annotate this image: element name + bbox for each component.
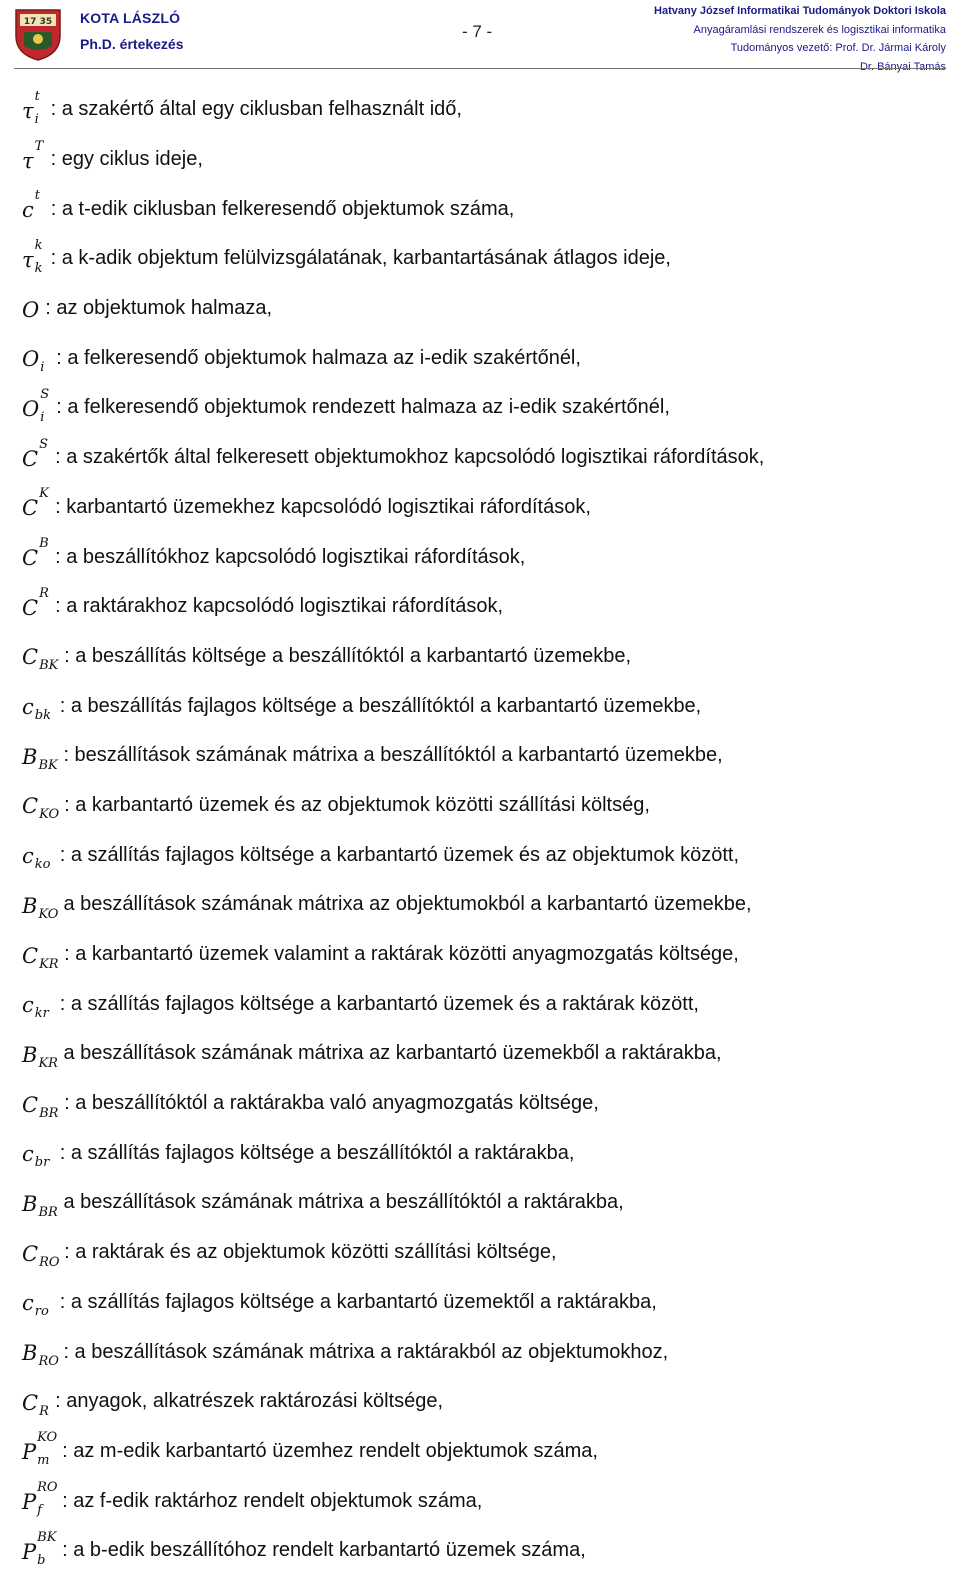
supervisor-line: Tudományos vezető: Prof. Dr. Jármai Károly (730, 42, 946, 54)
definition-text: : beszállítások számának mátrixa a beszállítóktól a karbantartó üzemekbe, (63, 744, 723, 767)
author-name: KOTA LÁSZLÓ (80, 10, 181, 26)
symbol-subscript: BK (38, 757, 58, 773)
definition-symbol (22, 1529, 57, 1568)
symbol-base: B (22, 1191, 38, 1216)
definition-item (22, 184, 952, 234)
symbol-subscript: KR (38, 1055, 58, 1071)
symbol-base: τ (22, 98, 34, 123)
definition-item (22, 85, 952, 135)
definition-text: : az objektumok halmaza, (45, 297, 272, 320)
symbol-base: P (22, 1440, 37, 1465)
definition-text: : anyagok, alkatrészek raktározási költsége, (55, 1390, 444, 1413)
definition-item (22, 979, 952, 1029)
definition-item (22, 632, 952, 682)
degree-label: Ph.D. értekezés (80, 36, 184, 52)
definition-item (22, 1228, 952, 1278)
symbol-base: C (22, 645, 39, 670)
symbol-subscript: RO (39, 1254, 60, 1270)
definition-item (22, 135, 952, 185)
symbol-base: c (22, 844, 34, 869)
symbol-subscript: br (34, 1155, 50, 1171)
definition-symbol (22, 1430, 58, 1469)
definition-symbol (22, 237, 45, 276)
symbol-base: O (22, 396, 40, 421)
symbol-superscript: k (34, 237, 43, 253)
symbol-base: C (22, 943, 39, 968)
definition-text: : a szakértő által egy ciklusban felhasznált idő, (50, 98, 462, 121)
definition-text: : a raktárak és az objektumok közötti szállítási költsége, (64, 1241, 557, 1264)
symbol-base: B (22, 1341, 38, 1366)
symbol-superscript: t (34, 188, 40, 204)
symbol-subscript: ro (34, 1304, 49, 1320)
symbol-subscript: i (40, 409, 45, 425)
definition-symbol (22, 1389, 49, 1419)
definition-text: a beszállítások számának mátrixa a beszállítóktól a raktárakba, (63, 1191, 624, 1214)
symbol-subscript: i (34, 111, 39, 127)
definition-symbol (22, 536, 49, 571)
definition-item (22, 1476, 952, 1526)
symbol-superscript: B (39, 536, 49, 552)
definition-item (22, 333, 952, 383)
symbol-subscript: BR (38, 1204, 58, 1220)
symbol-base: B (22, 1042, 38, 1067)
symbol-base: c (22, 695, 34, 720)
symbol-superscript: R (39, 585, 49, 601)
definition-item (22, 830, 952, 880)
definition-symbol (22, 188, 45, 223)
definition-symbol (22, 1140, 54, 1171)
symbol-base: C (22, 1241, 39, 1266)
definition-symbol (22, 1289, 54, 1320)
definition-symbol (22, 643, 59, 674)
definition-symbol (22, 942, 59, 972)
definition-text: : az f-edik raktárhoz rendelt objektumok száma, (62, 1489, 483, 1512)
definition-list (22, 85, 952, 1576)
definition-symbol (22, 1041, 58, 1071)
definition-text: : a felkeresendő objektumok rendezett halmaza az i-edik szakértőnél, (56, 396, 670, 419)
symbol-base: B (22, 893, 38, 918)
symbol-base: O (22, 347, 40, 372)
definition-symbol (22, 1480, 58, 1519)
definition-text: : karbantartó üzemekhez kapcsolódó logisztikai ráfordítások, (55, 495, 591, 518)
symbol-superscript: S (39, 436, 48, 452)
symbol-subscript: kr (34, 1006, 49, 1022)
definition-item (22, 681, 952, 731)
symbol-superscript: T (34, 138, 44, 154)
program-name: Anyagáramlási rendszerek és logisztikai informatika (693, 23, 946, 36)
symbol-base: C (22, 546, 39, 571)
symbol-subscript: KR (39, 956, 59, 972)
symbol-subscript: ko (34, 857, 51, 873)
symbol-base: C (22, 595, 39, 620)
symbol-base: c (22, 1142, 34, 1167)
definition-text: : a t-edik ciklusban felkeresendő objektumok száma, (50, 197, 515, 220)
institute-name: Hatvany József Informatikai Tudományok Doktori Iskola (654, 5, 946, 17)
symbol-superscript: t (34, 88, 40, 104)
definition-symbol (22, 991, 54, 1022)
symbol-base: C (22, 446, 39, 471)
definition-item (22, 1278, 952, 1328)
symbol-subscript: bk (34, 708, 51, 724)
definition-text: : a szállítás fajlagos költsége a karbantartó üzemek és az objektumok között, (59, 843, 740, 866)
definition-item (22, 930, 952, 980)
definition-symbol (22, 743, 58, 773)
symbol-base: c (22, 1291, 34, 1316)
definition-symbol (22, 842, 54, 873)
definition-item (22, 1377, 952, 1427)
symbol-subscript: R (39, 1403, 49, 1419)
definition-text: : a b-edik beszállítóhoz rendelt karbantartó üzemek száma, (62, 1539, 586, 1562)
page-number: - 7 - (462, 22, 493, 41)
symbol-base: c (22, 993, 34, 1018)
definition-symbol (22, 345, 50, 376)
definition-text: : egy ciklus ideje, (50, 148, 203, 171)
institute-block (654, 2, 946, 76)
definition-symbol (22, 585, 49, 620)
definition-item (22, 781, 952, 831)
symbol-subscript: f (37, 1503, 42, 1519)
symbol-base: C (22, 496, 39, 521)
symbol-subscript: BK (39, 658, 59, 674)
symbol-base: P (22, 1490, 37, 1515)
definition-text: : a beszállítóktól a raktárakba való anyagmozgatás költsége, (64, 1092, 599, 1115)
definition-item (22, 880, 952, 930)
symbol-subscript: k (34, 260, 43, 276)
definition-text: a beszállítások számának mátrixa az karbantartó üzemekből a raktárakba, (63, 1042, 722, 1065)
definition-item (22, 582, 952, 632)
definition-symbol (22, 892, 59, 922)
symbol-subscript: RO (38, 1354, 59, 1370)
definition-item (22, 1079, 952, 1129)
definition-text: : a k-adik objektum felülvizsgálatának, karbantartásának átlagos ideje, (50, 247, 671, 270)
symbol-base: P (22, 1539, 37, 1564)
definition-symbol (22, 88, 45, 127)
definition-item (22, 1427, 952, 1477)
symbol-subscript: i (40, 360, 45, 376)
definition-symbol (22, 693, 54, 724)
definition-symbol (22, 1190, 58, 1220)
symbol-superscript: K (39, 486, 49, 502)
header-divider (14, 68, 946, 69)
definition-text: : a beszállítás költsége a beszállítóktól a karbantartó üzemekbe, (64, 644, 632, 667)
definition-item (22, 1178, 952, 1228)
definition-symbol (22, 486, 49, 521)
definition-text: : a szakértők által felkeresett objektumokhoz kapcsolódó logisztikai ráfordítások, (55, 446, 765, 469)
symbol-base: O (22, 297, 40, 322)
definition-text: : a beszállítások számának mátrixa a raktárakból az objektumokhoz, (63, 1340, 669, 1363)
definition-item (22, 532, 952, 582)
cosupervisor-line: Dr. Bányai Tamás (859, 60, 946, 73)
definition-item (22, 1029, 952, 1079)
symbol-subscript: KO (38, 906, 59, 922)
symbol-superscript: KO (37, 1430, 58, 1446)
page-header (0, 0, 960, 73)
definition-symbol (22, 1091, 59, 1121)
definition-symbol (22, 436, 49, 471)
definition-item (22, 1128, 952, 1178)
definition-text: : a beszállítókhoz kapcsolódó logisztikai ráfordítások, (55, 545, 526, 568)
definition-symbol (22, 1240, 60, 1270)
university-crest-icon (12, 6, 64, 62)
symbol-superscript: S (40, 386, 50, 402)
definition-symbol (22, 386, 50, 425)
definition-text: : a szállítás fajlagos költsége a beszállítóktól a raktárakba, (59, 1141, 575, 1164)
symbol-superscript: RO (37, 1480, 58, 1496)
definition-item (22, 234, 952, 284)
definition-item (22, 284, 952, 334)
definition-item (22, 1327, 952, 1377)
definition-item (22, 1526, 952, 1576)
definition-symbol (22, 138, 45, 173)
crest-year: 17 35 (23, 17, 53, 27)
definition-text: : a szállítás fajlagos költsége a karbantartó üzemektől a raktárakba, (59, 1290, 657, 1313)
definition-symbol (22, 1339, 59, 1370)
definition-text: : a karbantartó üzemek és az objektumok közötti szállítási költség, (64, 793, 650, 816)
definition-text: : a raktárakhoz kapcsolódó logisztikai ráfordítások, (55, 595, 504, 618)
symbol-base: τ (22, 247, 34, 272)
symbol-subscript: b (37, 1552, 46, 1568)
symbol-base: C (22, 1092, 39, 1117)
definition-item (22, 433, 952, 483)
definition-text: : a szállítás fajlagos költsége a karbantartó üzemek és a raktárak között, (59, 992, 699, 1015)
definition-symbol (22, 792, 60, 823)
definition-item (22, 731, 952, 781)
definition-text: : a karbantartó üzemek valamint a raktárak közötti anyagmozgatás költsége, (64, 943, 739, 966)
definition-text: a beszállítások számának mátrixa az objektumokból a karbantartó üzemekbe, (63, 893, 752, 916)
symbol-base: B (22, 744, 38, 769)
symbol-base: c (22, 198, 34, 223)
definition-symbol (22, 296, 39, 322)
symbol-subscript: KO (39, 807, 60, 823)
definition-item (22, 483, 952, 533)
symbol-superscript: BK (37, 1529, 57, 1545)
definition-text: : az m-edik karbantartó üzemhez rendelt objektumok száma, (62, 1439, 598, 1462)
symbol-base: C (22, 794, 39, 819)
symbol-subscript: m (37, 1453, 50, 1469)
definition-text: : a felkeresendő objektumok halmaza az i-edik szakértőnél, (56, 346, 581, 369)
definition-text: : a beszállítás fajlagos költsége a beszállítóktól a karbantartó üzemekbe, (59, 694, 702, 717)
symbol-subscript: BR (39, 1105, 59, 1121)
symbol-base: τ (22, 148, 34, 173)
symbol-base: C (22, 1390, 39, 1415)
definition-item (22, 383, 952, 433)
